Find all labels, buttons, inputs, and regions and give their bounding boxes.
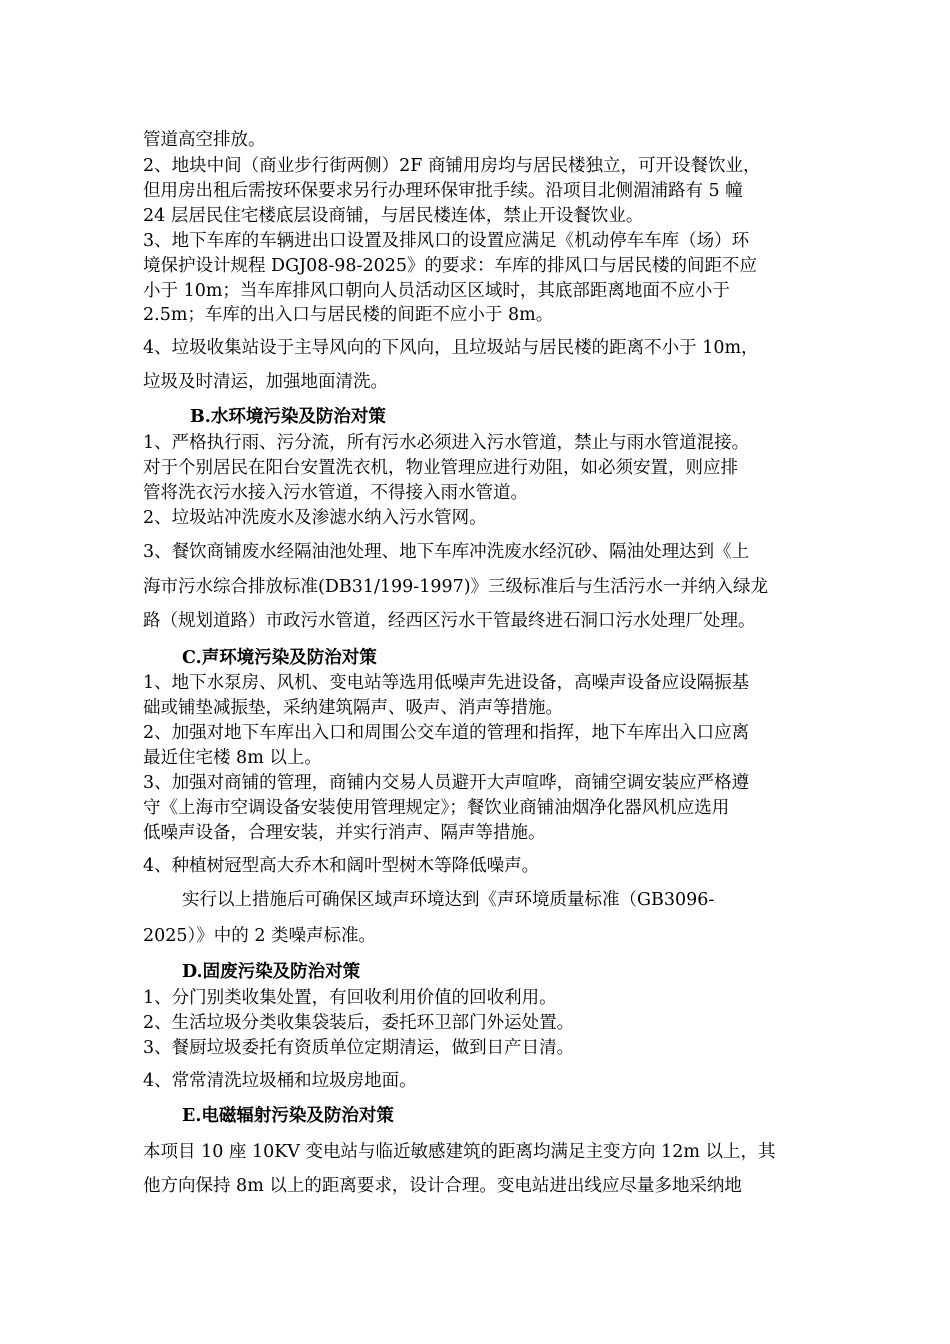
section-heading-solid-waste: D.固废污染及防治对策 bbox=[182, 962, 361, 982]
text-line: 1、分门别类收集处置，有回收利用价值的回收利用。 bbox=[143, 988, 557, 1008]
text-line: 24 层居民住宅楼底层设商铺，与居民楼连体，禁止开设餐饮业。 bbox=[143, 206, 644, 226]
text-line: 础或铺垫减振垫，采纳建筑隔声、吸声、消声等措施。 bbox=[143, 698, 563, 718]
section-heading-noise: C.声环境污染及防治对策 bbox=[182, 648, 377, 668]
text-line: 2、生活垃圾分类收集袋装后，委托环卫部门外运处置。 bbox=[143, 1013, 575, 1033]
section-heading-em-radiation: E.电磁辐射污染及防治对策 bbox=[182, 1106, 394, 1126]
text-line: 实行以上措施后可确保区域声环境达到《声环境质量标准（GB3096- bbox=[182, 890, 715, 910]
text-line: 小于 10m；当车库排风口朝向人员活动区区域时，其底部距离地面不应小于 bbox=[143, 281, 730, 301]
text-line: 对于个别居民在阳台安置洗衣机，物业管理应进行劝阻，如必须安置，则应排 bbox=[143, 458, 738, 478]
text-line: 2.5m；车库的出入口与居民楼的间距不应小于 8m。 bbox=[143, 305, 554, 325]
text-line: 3、加强对商铺的管理，商铺内交易人员避开大声喧哗，商铺空调安装应严格遵 bbox=[143, 773, 750, 793]
text-line: 2、垃圾站冲洗废水及渗滤水纳入污水管网。 bbox=[143, 508, 487, 528]
text-line: 但用房出租后需按环保要求另行办理环保审批手续。沿项目北侧湄浦路有 5 幢 bbox=[143, 181, 743, 201]
text-line: 管将洗衣污水接入污水管道，不得接入雨水管道。 bbox=[143, 483, 528, 503]
text-line: 4、常常清洗垃圾桶和垃圾房地面。 bbox=[143, 1071, 417, 1091]
text-line: 本项目 10 座 10KV 变电站与临近敏感建筑的距离均满足主变方向 12m 以上，其 bbox=[143, 1142, 776, 1162]
text-line: 路（规划道路）市政污水管道，经西区污水干管最终进石洞口污水处理厂处理。 bbox=[143, 611, 756, 631]
text-line: 1、严格执行雨、污分流，所有污水必须进入污水管道，禁止与雨水管道混接。 bbox=[143, 433, 750, 453]
text-line: 3、餐厨垃圾委托有资质单位定期清运，做到日产日清。 bbox=[143, 1038, 575, 1058]
text-line: 3、地下车库的车辆进出口设置及排风口的设置应满足《机动停车车库（场）环 bbox=[143, 231, 750, 251]
text-line: 垃圾及时清运，加强地面清洗。 bbox=[143, 372, 388, 392]
text-line: 3、餐饮商铺废水经隔油池处理、地下车库冲洗废水经沉砂、隔油处理达到《上 bbox=[143, 542, 750, 562]
text-line: 最近住宅楼 8m 以上。 bbox=[143, 748, 322, 768]
text-line: 低噪声设备，合理安装，并实行消声、隔声等措施。 bbox=[143, 823, 546, 843]
text-line: 他方向保持 8m 以上的距离要求，设计合理。变电站进出线应尽量多地采纳地 bbox=[143, 1176, 742, 1196]
text-line: 2、加强对地下车库出入口和周围公交车道的管理和指挥，地下车库出入口应离 bbox=[143, 723, 750, 743]
text-line: 4、垃圾收集站设于主导风向的下风向，且垃圾站与居民楼的距离不小于 10m， bbox=[143, 338, 759, 358]
text-line: 境保护设计规程 DGJ08-98-2025》的要求：车库的排风口与居民楼的间距不应 bbox=[143, 256, 757, 276]
text-line: 2025）》中的 2 类噪声标准。 bbox=[143, 926, 377, 946]
text-line: 管道高空排放。 bbox=[143, 130, 266, 150]
text-line: 4、种植树冠型高大乔木和阔叶型树木等降低噪声。 bbox=[143, 856, 540, 876]
text-line: 守《上海市空调设备安装使用管理规定》；餐饮业商铺油烟净化器风机应选用 bbox=[143, 798, 730, 818]
text-line: 1、地下水泵房、风机、变电站等选用低噪声先进设备，高噪声设备应设隔振基 bbox=[143, 673, 750, 693]
text-line: 2、地块中间（商业步行街两侧）2F 商铺用房均与居民楼独立，可开设餐饮业， bbox=[143, 156, 761, 176]
section-heading-water: B.水环境污染及防治对策 bbox=[190, 407, 386, 427]
text-line: 海市污水综合排放标准(DB31/199-1997)》三级标准后与生活污水一并纳入绿龙 bbox=[143, 577, 769, 597]
